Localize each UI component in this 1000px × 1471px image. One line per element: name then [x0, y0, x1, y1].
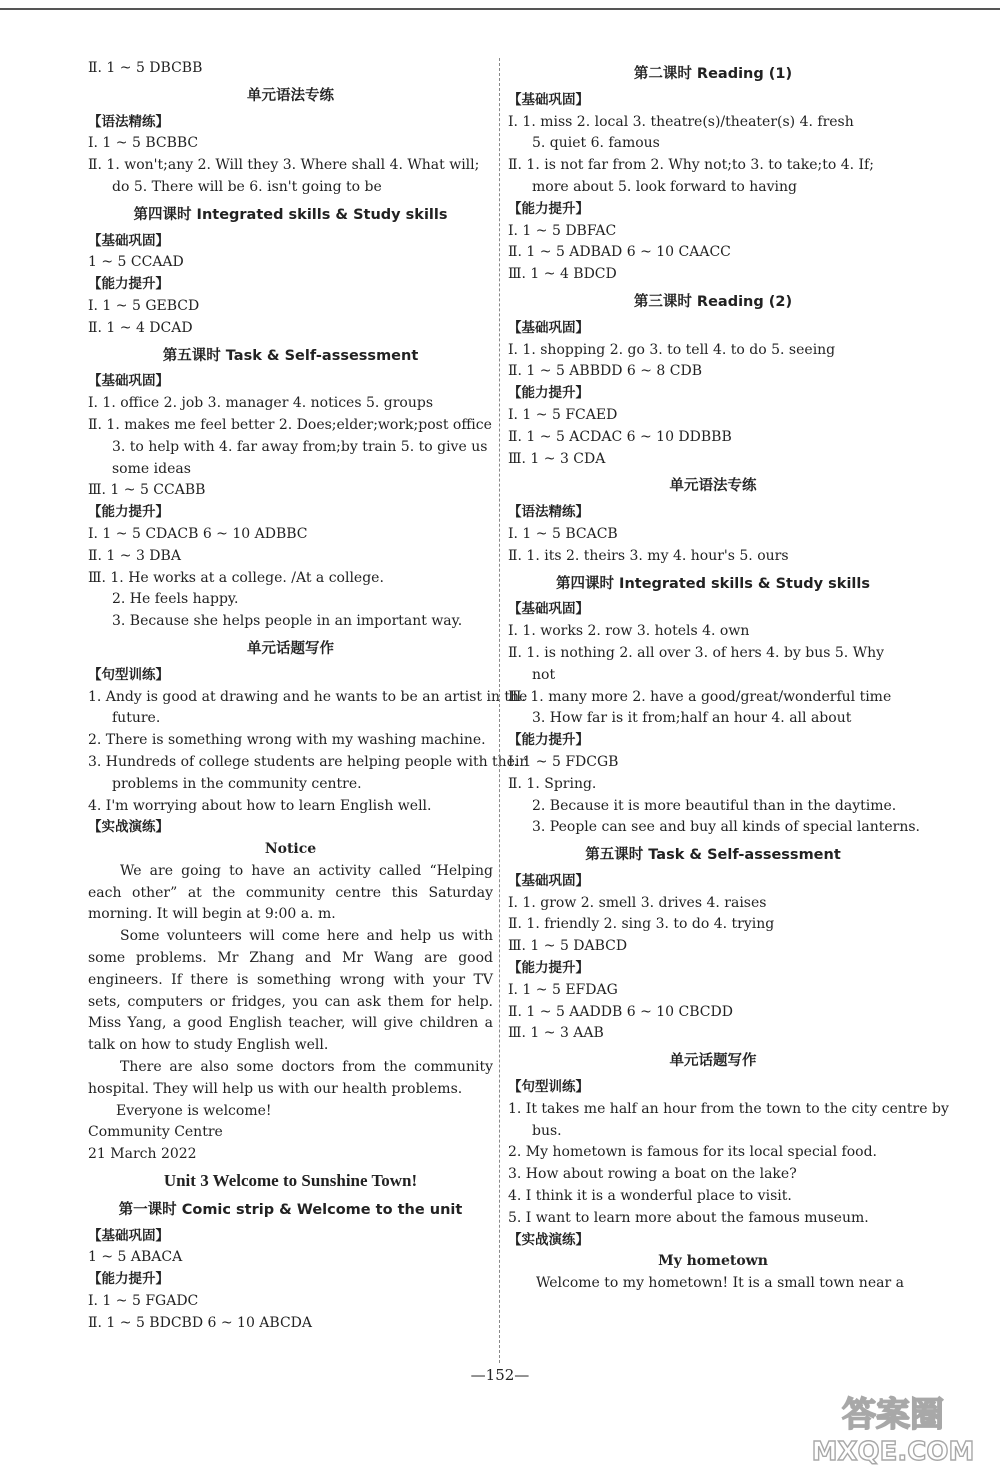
answer-line: 2. He feels happy.	[112, 591, 239, 608]
answer-line: 1. Andy is good at drawing and he wants to be an artist in the	[88, 688, 528, 705]
answer-line: Ⅱ. 1. won't;any 2. Will they 3. Where shall 4. What will;	[88, 157, 480, 174]
answer-line: Ⅱ. 1 ~ 5 BDCBD 6 ~ 10 ABCDA	[88, 1314, 313, 1331]
section-tag: 【基础巩固】	[88, 373, 169, 390]
answer-line: Ⅰ. 1 ~ 5 BCACB	[508, 525, 618, 542]
essay-title: My hometown	[658, 1253, 768, 1270]
section-tag: 【实战演练】	[508, 1231, 589, 1248]
answer-line: Ⅱ. 1 ~ 5 ACDAC 6 ~ 10 DDBBB	[508, 428, 732, 445]
section-tag: 【能力提升】	[88, 504, 169, 521]
answer-line: Ⅱ. 1 ~ 5 DBCBB	[88, 60, 203, 76]
section-heading: 单元话题写作	[669, 1053, 757, 1070]
answer-line: some ideas	[112, 460, 191, 477]
section-tag: 【句型训练】	[88, 666, 169, 683]
answer-line: Ⅰ. 1. office 2. job 3. manager 4. notices 5. groups	[88, 395, 434, 412]
answer-line: 2. My hometown is famous for its local special food.	[508, 1144, 877, 1161]
answer-line: Ⅲ. 1 ~ 5 DABCD	[508, 938, 628, 955]
answer-line: not	[532, 666, 556, 683]
page-number: —152—	[470, 1366, 530, 1384]
watermark-logo	[801, 1388, 986, 1466]
answer-line: Ⅱ. 1 ~ 5 ADBAD 6 ~ 10 CAACC	[508, 244, 731, 261]
section-tag: 【能力提升】	[508, 200, 589, 217]
answer-line: Ⅰ. 1. grow 2. smell 3. drives 4. raises	[508, 894, 767, 911]
section-heading: 单元语法专练	[669, 478, 757, 495]
answer-line: Ⅲ. 1 ~ 3 AAB	[508, 1025, 604, 1042]
answer-line: 3. How far is it from;half an hour 4. all about	[532, 710, 852, 727]
section-tag: 【能力提升】	[508, 385, 589, 402]
column-divider	[499, 58, 500, 1363]
answer-line: do 5. There will be 6. isn't going to be	[112, 178, 382, 195]
answer-line: Ⅱ. 1 ~ 5 AADDB 6 ~ 10 CBCDD	[508, 1003, 733, 1020]
section-tag: 【实战演练】	[88, 819, 169, 836]
answer-line: Ⅲ. 1 ~ 3 CDA	[508, 450, 606, 467]
essay-paragraph: We are going to have an activity called “Helping each other” at the community centre this Saturday morning. It will begin at 9:00 a. m.	[88, 862, 493, 923]
section-heading: 第四课时 Integrated skills & Study skills	[556, 575, 870, 592]
section-heading: 第二课时 Reading (1)	[633, 66, 793, 82]
answer-line: Ⅱ. 1 ~ 5 ABBDD 6 ~ 8 CDB	[508, 363, 703, 380]
answer-line: bus.	[532, 1122, 562, 1139]
answer-line: Ⅲ. 1. He works at a college. /At a college.	[88, 569, 384, 586]
answer-line: Ⅰ. 1. works 2. row 3. hotels 4. own	[508, 623, 750, 640]
answer-line: 5. quiet 6. famous	[532, 135, 660, 152]
essay-paragraph: There are also some doctors from the community hospital. They will help us with our health problems.	[88, 1059, 493, 1097]
section-heading: 第一课时 Comic strip & Welcome to the unit	[118, 1201, 463, 1218]
answer-line: 3. to help with 4. far away from;by train 5. to give us	[112, 438, 488, 455]
section-tag: 【基础巩固】	[508, 601, 589, 618]
answer-line: Ⅱ. 1. is not far from 2. Why not;to 3. to take;to 4. If;	[508, 157, 874, 174]
answer-line: Ⅲ. 1 ~ 5 CCABB	[88, 482, 206, 499]
answer-line: more about 5. look forward to having	[532, 178, 798, 195]
section-tag: 【基础巩固】	[508, 872, 589, 889]
answer-line: Ⅰ. 1 ~ 5 FCAED	[508, 406, 618, 423]
answer-line: Ⅰ. 1 ~ 5 BCBBC	[88, 135, 199, 152]
answer-line: 3. Hundreds of college students are helping people with their	[88, 753, 527, 770]
answer-line: Ⅱ. 1 ~ 4 DCAD	[88, 319, 193, 336]
right-column	[508, 58, 949, 1295]
essay-paragraph: Some volunteers will come here and help us with some problems. Mr Zhang and Mr Wang are good engineers. If there is something wrong with your TV sets, computers or fridges, you can ask them for help. Miss Yang, a good English teacher, will give children a talk on how to study English well.	[88, 928, 493, 1054]
answer-line: 21 March 2022	[88, 1146, 197, 1163]
answer-line: 2. Because it is more beautiful than in the daytime.	[532, 797, 897, 814]
answer-line: 1 ~ 5 ABACA	[88, 1249, 183, 1266]
answer-line: Welcome to my hometown! It is a small town near a	[536, 1275, 904, 1292]
answer-line: 3. Because she helps people in an important way.	[112, 613, 463, 630]
answer-line: 3. People can see and buy all kinds of special lanterns.	[532, 819, 920, 836]
section-tag: 【能力提升】	[88, 276, 169, 293]
answer-line: Ⅰ. 1 ~ 5 DBFAC	[508, 222, 617, 239]
answer-line: Everyone is welcome!	[116, 1102, 272, 1119]
answer-line: Ⅲ. 1. many more 2. have a good/great/wonderful time	[508, 688, 892, 705]
section-heading: 第三课时 Reading (2)	[633, 293, 793, 310]
section-heading: 单元语法专练	[247, 87, 334, 104]
section-tag: 【能力提升】	[88, 1271, 169, 1288]
section-heading: 第五课时 Task & Self-assessment	[585, 847, 841, 864]
answer-line: Ⅰ. 1. miss 2. local 3. theatre(s)/theater(s) 4. fresh	[508, 113, 854, 130]
answer-line: Community Centre	[88, 1124, 223, 1141]
answer-line: Ⅱ. 1. friendly 2. sing 3. to do 4. trying	[508, 916, 775, 933]
answer-line: Ⅱ. 1. Spring.	[508, 775, 597, 792]
answer-line: Ⅱ. 1. is nothing 2. all over 3. of hers 4. by bus 5. Why	[508, 644, 885, 661]
answer-line: Ⅰ. 1 ~ 5 FDCGB	[508, 753, 619, 770]
essay-title: Notice	[264, 841, 317, 858]
answer-line: Ⅰ. 1 ~ 5 FGADC	[88, 1293, 199, 1310]
answer-line: 1 ~ 5 CCAAD	[88, 254, 184, 271]
section-heading: 第五课时 Task & Self-assessment	[162, 347, 419, 364]
section-heading: 第四课时 Integrated skills & Study skills	[133, 206, 448, 223]
section-tag: 【基础巩固】	[88, 232, 169, 249]
section-tag: 【语法精练】	[88, 113, 169, 130]
section-tag: 【语法精练】	[508, 504, 589, 521]
answer-line: Ⅱ. 1 ~ 3 DBA	[88, 547, 181, 564]
watermark-top-text: 答案圈	[842, 1395, 944, 1435]
answer-line: 1. It takes me half an hour from the town to the city centre by	[508, 1100, 949, 1117]
answer-line: Ⅱ. 1. its 2. theirs 3. my 4. hour's 5. ours	[508, 547, 789, 564]
answer-line: Ⅰ. 1. shopping 2. go 3. to tell 4. to do 5. seeing	[508, 341, 836, 358]
answer-line: problems in the community centre.	[112, 775, 362, 792]
section-tag: 【基础巩固】	[508, 91, 589, 108]
answer-line: Ⅰ. 1 ~ 5 GEBCD	[88, 297, 200, 314]
watermark-bottom-text: MXQE.COM	[811, 1437, 975, 1466]
answer-line: 4. I think it is a wonderful place to visit.	[508, 1188, 792, 1205]
answer-line: Ⅱ. 1. makes me feel better 2. Does;elder;work;post office	[88, 416, 492, 433]
section-tag: 【能力提升】	[508, 732, 589, 749]
top-rule	[0, 8, 1000, 10]
left-column	[88, 58, 528, 1335]
answer-line: 5. I want to learn more about the famous museum.	[508, 1209, 869, 1226]
answer-line: Ⅰ. 1 ~ 5 EFDAG	[508, 981, 618, 998]
answer-line: future.	[112, 710, 161, 727]
section-tag: 【基础巩固】	[88, 1227, 169, 1244]
section-tag: 【基础巩固】	[508, 319, 589, 336]
section-tag: 【能力提升】	[508, 960, 589, 977]
section-tag: 【句型训练】	[508, 1079, 589, 1096]
section-heading: 单元话题写作	[247, 640, 334, 657]
answer-line: 4. I'm worrying about how to learn English well.	[88, 797, 432, 814]
answer-line: Ⅲ. 1 ~ 4 BDCD	[508, 266, 617, 283]
answer-line: 3. How about rowing a boat on the lake?	[508, 1166, 797, 1183]
answer-line: 2. There is something wrong with my washing machine.	[88, 732, 486, 749]
section-heading: Unit 3 Welcome to Sunshine Town!	[163, 1171, 418, 1191]
answer-line: Ⅰ. 1 ~ 5 CDACB 6 ~ 10 ADBBC	[88, 525, 308, 542]
